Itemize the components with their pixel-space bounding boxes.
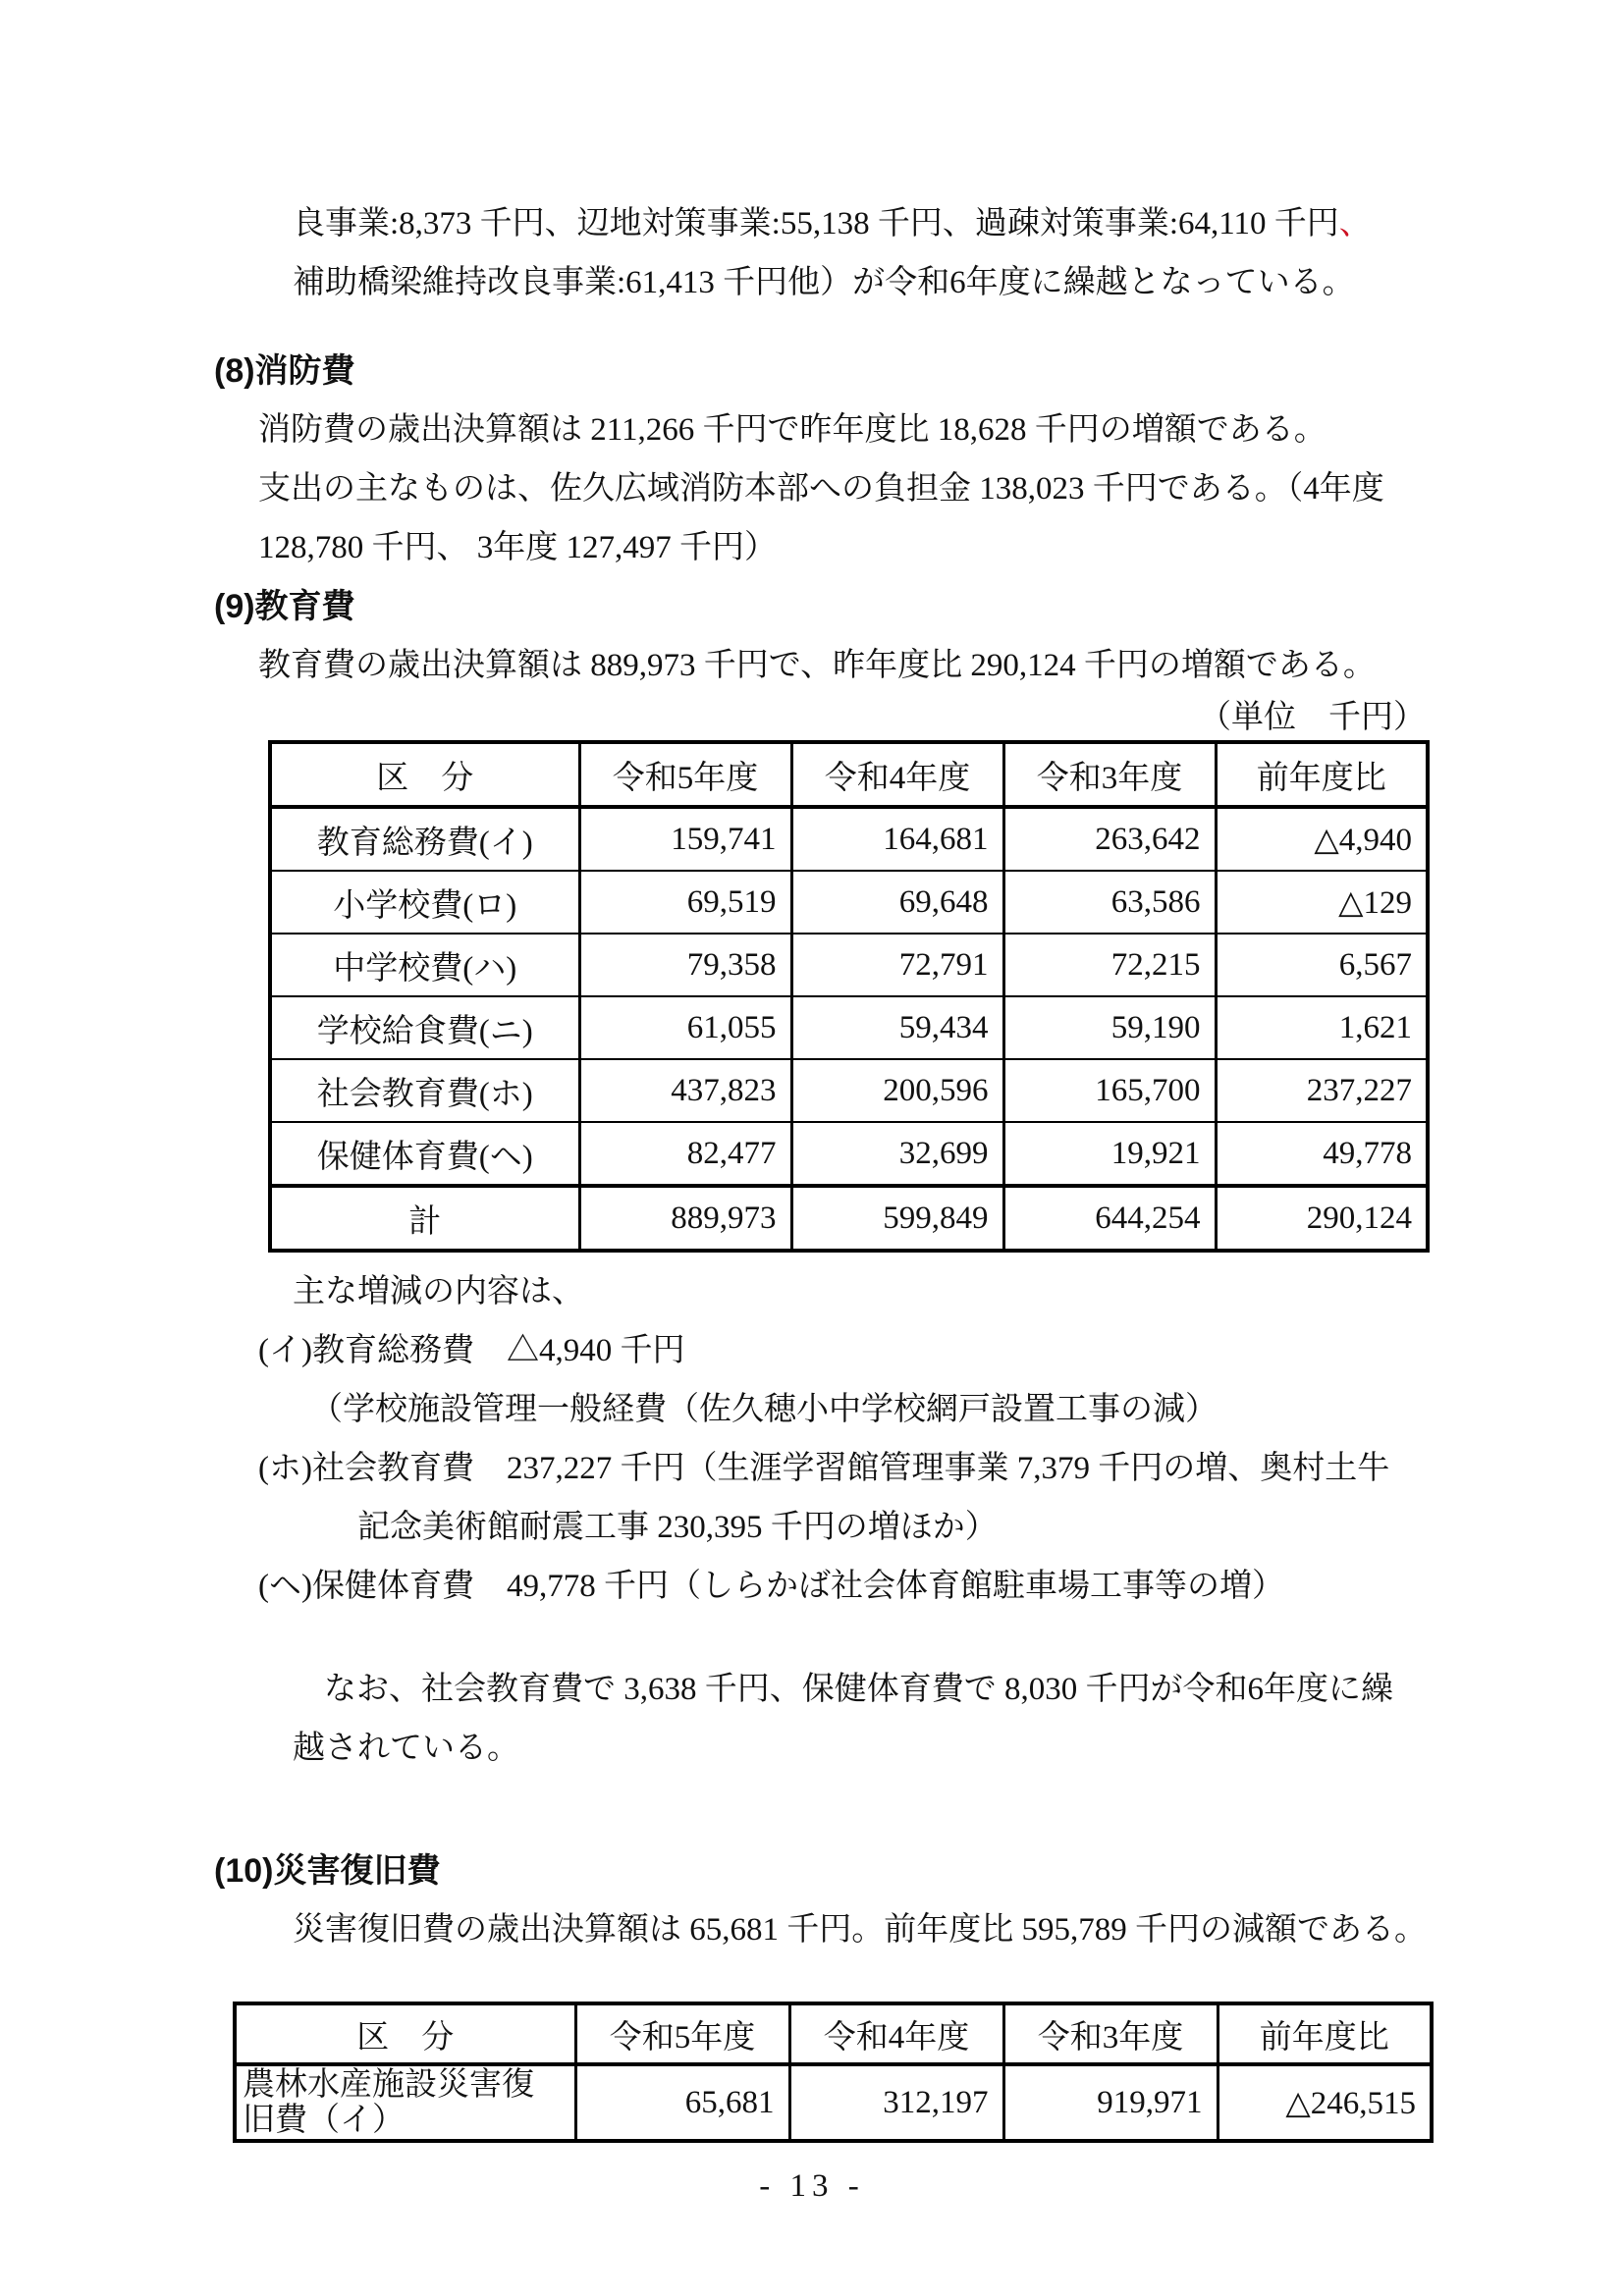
disaster-table	[233, 2002, 1434, 2143]
value-cell: 1,621	[1216, 996, 1428, 1059]
intro-line-2: 補助橋梁維持改良事業:61,413 千円他）が令和6年度に繰越となっている。	[293, 265, 1355, 300]
fire-body-line-1: 消防費の歳出決算額は 211,266 千円で昨年度比 18,628 千円の増額である。	[258, 412, 1326, 448]
table-row	[270, 1059, 1428, 1122]
value-cell: △4,940	[1216, 807, 1428, 871]
value-cell: 69,519	[579, 871, 791, 934]
label-cell: 学校給食費(ニ)	[270, 996, 579, 1059]
value-cell: 61,055	[579, 996, 791, 1059]
total-value-cell: 644,254	[1003, 1186, 1216, 1251]
table-row	[235, 2064, 1432, 2141]
note-ho-subline: 記念美術館耐震工事 230,395 千円の増ほか）	[357, 1510, 998, 1545]
header-cell-r4: 令和4年度	[789, 2003, 1003, 2064]
note-i-line: (イ)教育総務費 △4,940 千円	[258, 1333, 685, 1368]
label-cell: 社会教育費(ホ)	[270, 1059, 579, 1122]
carryover-line-2: 越されている。	[293, 1731, 519, 1766]
education-table	[268, 740, 1430, 1253]
value-cell: 79,358	[579, 934, 791, 996]
table-row	[270, 871, 1428, 934]
header-cell-category: 区 分	[235, 2003, 575, 2064]
fire-body-line-2: 支出の主なものは、佐久広域消防本部への負担金 138,023 千円である。（4年度	[258, 471, 1384, 507]
notes-intro-line: 主な増減の内容は、	[293, 1274, 584, 1309]
table-row	[270, 1122, 1428, 1186]
value-cell: 69,648	[791, 871, 1003, 934]
section-8-heading: (8)消防費	[214, 352, 355, 390]
value-cell: 237,227	[1216, 1059, 1428, 1122]
intro-line-1-text: 良事業:8,373 千円、辺地対策事業:55,138 千円、過疎対策事業:64,110 千円	[293, 206, 1339, 241]
value-cell: 200,596	[791, 1059, 1003, 1122]
unit-note: （単位 千円）	[1199, 700, 1426, 735]
header-cell-diff: 前年度比	[1216, 742, 1428, 807]
value-cell: 437,823	[579, 1059, 791, 1122]
value-cell: △129	[1216, 871, 1428, 934]
disaster-table-header-row	[235, 2003, 1432, 2064]
header-cell-r3: 令和3年度	[1003, 742, 1216, 807]
header-cell-r3: 令和3年度	[1003, 2003, 1218, 2064]
value-cell: 165,700	[1003, 1059, 1216, 1122]
total-value-cell: 889,973	[579, 1186, 791, 1251]
carryover-line-1: なお、社会教育費で 3,638 千円、保健体育費で 8,030 千円が令和6年度に繰	[324, 1672, 1393, 1707]
header-cell-r5: 令和5年度	[575, 2003, 789, 2064]
value-cell: 263,642	[1003, 807, 1216, 871]
header-cell-diff: 前年度比	[1218, 2003, 1432, 2064]
label-cell: 小学校費(ロ)	[270, 871, 579, 934]
value-cell: 72,215	[1003, 934, 1216, 996]
page-number: - 13 -	[759, 2168, 865, 2204]
value-cell: 19,921	[1003, 1122, 1216, 1186]
header-cell-category: 区 分	[270, 742, 579, 807]
value-cell: 919,971	[1003, 2064, 1218, 2141]
value-cell: 72,791	[791, 934, 1003, 996]
fire-body-line-3: 128,780 千円、 3年度 127,497 千円）	[258, 530, 777, 565]
value-cell: 159,741	[579, 807, 791, 871]
total-value-cell: 290,124	[1216, 1186, 1428, 1251]
label-cell: 教育総務費(イ)	[270, 807, 579, 871]
label-cell: 中学校費(ハ)	[270, 934, 579, 996]
section-10-heading: (10)災害復旧費	[214, 1852, 441, 1890]
total-label-cell: 計	[270, 1186, 579, 1251]
value-cell: 63,586	[1003, 871, 1216, 934]
section-9-heading: (9)教育費	[214, 588, 355, 625]
table-row	[270, 807, 1428, 871]
intro-line-1	[293, 194, 1624, 253]
value-cell: △246,515	[1218, 2064, 1432, 2141]
label-cell: 保健体育費(ヘ)	[270, 1122, 579, 1186]
note-i-subline: （学校施設管理一般経費（佐久穂小中学校網戸設置工事の減）	[310, 1392, 1218, 1427]
value-cell: 59,190	[1003, 996, 1216, 1059]
label-cell: 農林水産施設災害復旧費（イ）	[235, 2064, 575, 2141]
education-table-header-row	[270, 742, 1428, 807]
value-cell: 49,778	[1216, 1122, 1428, 1186]
table-row	[270, 934, 1428, 996]
disaster-intro-line: 災害復旧費の歳出決算額は 65,681 千円。前年度比 595,789 千円の減額である。	[293, 1912, 1427, 1948]
header-cell-r4: 令和4年度	[791, 742, 1003, 807]
table-total-row	[270, 1186, 1428, 1251]
value-cell: 164,681	[791, 807, 1003, 871]
value-cell: 59,434	[791, 996, 1003, 1059]
note-ho-line: (ホ)社会教育費 237,227 千円（生涯学習館管理事業 7,379 千円の増、奥村土牛	[258, 1451, 1390, 1486]
value-cell: 312,197	[789, 2064, 1003, 2141]
value-cell: 32,699	[791, 1122, 1003, 1186]
note-he-line: (ヘ)保健体育費 49,778 千円（しらかば社会体育館駐車場工事等の増）	[258, 1569, 1284, 1604]
table-row	[270, 996, 1428, 1059]
education-intro-line: 教育費の歳出決算額は 889,973 千円で、昨年度比 290,124 千円の増額である。	[258, 648, 1376, 683]
value-cell: 65,681	[575, 2064, 789, 2141]
value-cell: 82,477	[579, 1122, 791, 1186]
header-cell-r5: 令和5年度	[579, 742, 791, 807]
value-cell: 6,567	[1216, 934, 1428, 996]
red-revision-comma: 、	[1338, 206, 1372, 241]
total-value-cell: 599,849	[791, 1186, 1003, 1251]
